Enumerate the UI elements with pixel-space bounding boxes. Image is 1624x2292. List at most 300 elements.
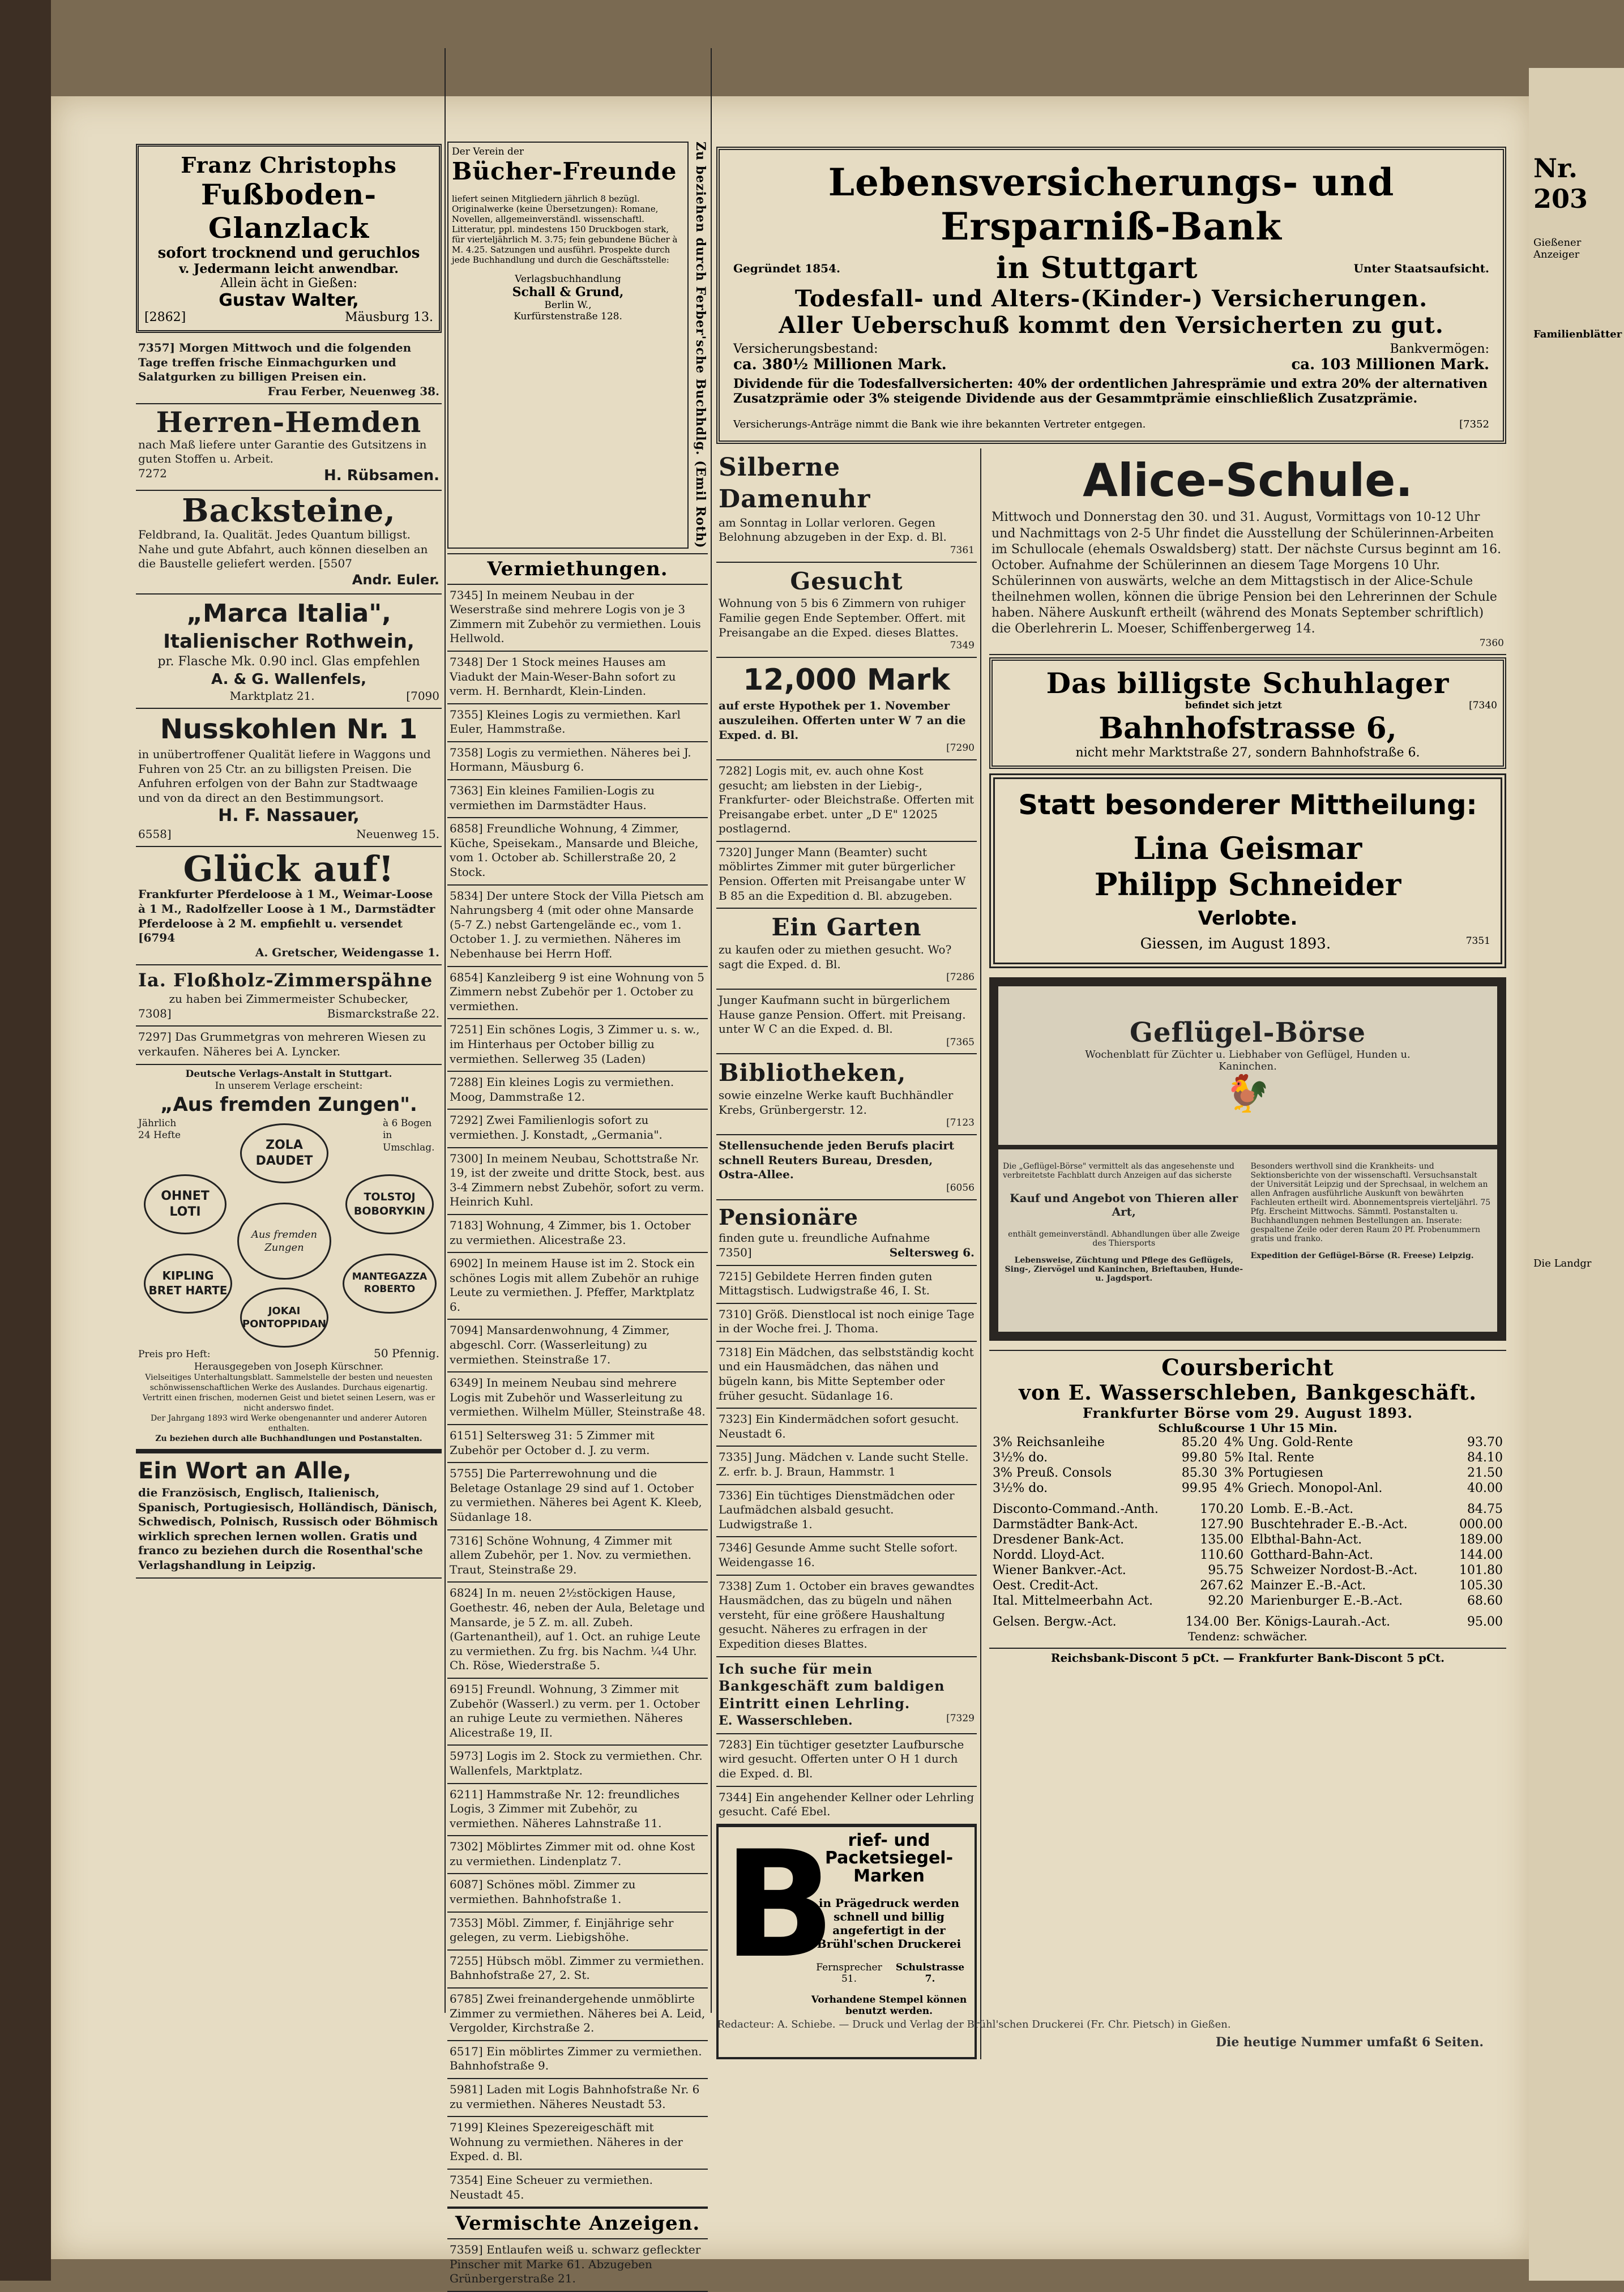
nuss-ad <box>136 709 442 847</box>
quote-value: 105.30 <box>1459 1579 1503 1593</box>
buecher-verein: Der Verein der <box>452 146 524 157</box>
quote-value: 135.00 <box>1200 1533 1244 1547</box>
classified-ad <box>447 2079 708 2117</box>
kurs-row <box>989 1465 1506 1481</box>
ad-text: Wohnung von 5 bis 6 Zimmern von ruhiger Familie gegen Ende September. Offert. mit Preisangabe an die Exped. dieses Blattes. <box>719 596 965 639</box>
kurs-time: Schlußcourse 1 Uhr 15 Min. <box>1158 1421 1337 1435</box>
flossholz-ad <box>136 965 442 1027</box>
buecher-head: Verlagsbuchhandlung <box>515 273 621 285</box>
security-name: 3% Portugiesen <box>1224 1466 1323 1481</box>
ad-number: [7123 <box>946 1117 975 1129</box>
kurs-table <box>989 1502 1506 1609</box>
classified-ad <box>447 1425 708 1463</box>
col3-right <box>989 448 1506 2059</box>
verlobt-text: Verlobte. <box>1198 907 1298 930</box>
alice-ad <box>989 448 1506 655</box>
ad-text: 7345] In meinem Neubau in der Weserstraße sind mehrere Logis von je 3 Zimmern mit Zubehör zu vermiethen. Louis Hellwold. <box>450 588 701 645</box>
christoph-ad <box>136 144 442 333</box>
verlag-bezug: Zu beziehen durch alle Buchhandlungen und Postanstalten. <box>155 1434 422 1443</box>
next-page-number: Nr. 203 <box>1533 153 1588 214</box>
quote-value: 110.60 <box>1200 1548 1244 1563</box>
classified-ad <box>447 1583 708 1679</box>
security-name: Schweizer Nordost-B.-Act. <box>1250 1563 1418 1578</box>
verlag-right: à 6 Bogen in Umschlag. <box>383 1117 435 1154</box>
imprint: Redacteur: A. Schiebe. — Druck und Verlag der Brühl'schen Druckerei (Fr. Chr. Pietsch) in Gießen. <box>717 2019 1231 2030</box>
ad-number: [7365 <box>946 1036 975 1048</box>
security-name: Nordd. Lloyd-Act. <box>993 1548 1105 1563</box>
verlobt-head: Statt besonderer Mittheilung: <box>1018 789 1477 822</box>
quote-value: 127.90 <box>1200 1517 1244 1532</box>
author-medallion: OHNET LOTI <box>144 1174 226 1234</box>
author-medallion: Aus fremden Zungen <box>237 1203 331 1280</box>
page-footer <box>464 2019 1484 2050</box>
flossholz-addr: Bismarckstraße 22. <box>327 1006 439 1020</box>
security-name: 4% Ung. Gold-Rente <box>1224 1435 1353 1450</box>
security-name: Buschtehrader E.-B.-Act. <box>1250 1517 1408 1532</box>
security-name: Elbthal-Bahn-Act. <box>1250 1533 1362 1547</box>
kurs-row <box>989 1578 1506 1593</box>
kurs-tendenz: Tendenz: schwächer. <box>1188 1630 1307 1644</box>
marca-title: „Marca Italia", <box>186 598 391 628</box>
next-page-text: Gießener Anzeiger <box>1533 237 1582 260</box>
buecher-addr: Kurfürstenstraße 128. <box>514 311 622 322</box>
ad-text: 7297] Das Grummetgras von mehreren Wiesen zu verkaufen. Näheres bei A. Lyncker. <box>138 1030 426 1059</box>
bank-bv-value: ca. 103 Millionen Mark. <box>1291 356 1489 373</box>
ad-text: 7348] Der 1 Stock meines Hauses am Viadukt der Main-Weser-Bahn sofort zu verm. H. Bernhardt, Klein-Linden. <box>450 655 676 698</box>
classified-ad <box>716 1485 977 1538</box>
ad-signature: H. Rübsamen. <box>324 467 439 485</box>
classified-ad <box>447 1530 708 1583</box>
quote-value: 21.50 <box>1467 1466 1503 1481</box>
kurs-row <box>989 1435 1506 1450</box>
quote-value: 85.30 <box>1181 1466 1217 1481</box>
verlag-desc: Vielseitiges Unterhaltungsblatt. Sammelstelle der besten und neuesten schönwissenschaftlichen Werke des Auslandes. Durchaus eigenartig. Vertritt einen frischen, modernen Geist und bietet seinen Lesern, was er nicht anderswo findet. <box>142 1373 435 1413</box>
ad-number: [7340 <box>1469 700 1497 712</box>
column-3 <box>716 144 1506 2059</box>
security-name: Dresdener Bank-Act. <box>993 1533 1125 1547</box>
classified-ad <box>716 1537 977 1575</box>
pens-title: Pensionäre <box>719 1204 858 1230</box>
classified-ad <box>716 1342 977 1409</box>
classified-ad <box>447 1836 708 1874</box>
christoph-title2: Fußboden-Glanzlack <box>200 178 377 245</box>
column-rule <box>711 48 712 2013</box>
ad-text: zu kaufen oder zu miethen gesucht. Wo? sagt die Exped. d. Bl. <box>719 943 952 971</box>
ad-text: 7255] Hübsch möbl. Zimmer zu vermiethen. Bahnhofstraße 27, 2. St. <box>450 1953 704 1982</box>
ad-signature: A. Gretscher, Weidengasse 1. <box>255 945 439 959</box>
buecher-box <box>447 142 689 549</box>
backsteine-title: Backsteine, <box>182 492 396 530</box>
ad-number: [6056 <box>946 1182 975 1194</box>
schuhlager-ad <box>989 657 1506 769</box>
ad-text: Ich suche für mein Bankgeschäft zum baldigen Eintritt einen Lehrling. <box>719 1660 945 1712</box>
brief-phone: Fernsprecher 51. <box>816 1962 882 1985</box>
kurs-row <box>989 1481 1506 1496</box>
ad-signature: E. Wasserschleben. <box>719 1713 853 1728</box>
kurs-row <box>989 1532 1506 1547</box>
christoph-seller: Gustav Walter, <box>219 290 359 310</box>
kurs-row <box>989 1563 1506 1578</box>
ad-text: die Französisch, Englisch, Italienisch, Spanisch, Portugiesisch, Holländisch, Dänisch, Schwedisch, Polnisch, Russisch oder Böhmisch wirklich sprechen lernen wollen. Gratis und franco zu beziehen durch die Rosenthal'sche Verlagshandlung in Leipzig. <box>138 1485 438 1572</box>
ad-text: Stellensuchende jeden Berufs placirt schnell Reuters Bureau, Dresden, Ostra-Allee. <box>719 1139 955 1182</box>
ad-text: 5981] Laden mit Logis Bahnhofstraße Nr. 6 zu vermiethen. Näheres Neustadt 53. <box>450 2083 700 2111</box>
glueck-title: Glück auf! <box>183 848 395 890</box>
security-name: Oest. Credit-Act. <box>993 1579 1099 1593</box>
verlag-left: Jährlich 24 Hefte <box>138 1117 181 1141</box>
classified-ad <box>447 585 708 652</box>
ferber-ad <box>136 337 442 404</box>
ad-signature: H. F. Nassauer, <box>218 806 360 826</box>
classified-ad <box>447 1463 708 1530</box>
nuss-addr: Neuenweg 15. <box>356 827 439 841</box>
column-2 <box>447 142 708 2292</box>
security-name: 4% Griech. Monopol-Anl. <box>1224 1481 1383 1496</box>
gefluegel-exp: Expedition der Geflügel-Börse (R. Freese) Leipzig. <box>1250 1251 1474 1261</box>
classified-ad <box>447 1951 708 1989</box>
stellen-list <box>716 1266 977 1657</box>
bank-vb-value: ca. 380½ Millionen Mark. <box>733 356 947 373</box>
security-name: Wiener Bankver.-Act. <box>993 1563 1126 1578</box>
security-name: 3% Preuß. Consols <box>993 1466 1112 1481</box>
christoph-title1: Franz Christophs <box>181 152 397 178</box>
logis-ad <box>716 760 977 842</box>
kurs-firm: von E. Wasserschleben, Bankgeschäft. <box>1019 1381 1477 1405</box>
verlag-ad <box>136 1065 442 1450</box>
security-name: 3½% do. <box>993 1451 1048 1465</box>
ad-text: 7323] Ein Kindermädchen sofort gesucht. Neustadt 6. <box>719 1412 959 1440</box>
christoph-desc: sofort trocknend und geruchlos <box>157 245 420 262</box>
stellen-list-2 <box>716 1734 977 1825</box>
ad-text: 6915] Freundl. Wohnung, 3 Zimmer mit Zubehör (Wasserl.) zu verm. per 1. October an ruhige Leute zu vermiethen. Näheres Alicestraße 19, II. <box>450 1682 700 1739</box>
verlag-head: Deutsche Verlags-Anstalt in Stuttgart. <box>185 1068 392 1080</box>
hemden-title: Herren-Hemden <box>156 405 422 439</box>
classified-ad <box>447 704 708 742</box>
quote-value: 92.20 <box>1208 1594 1244 1609</box>
security-name: 3½% do. <box>993 1481 1048 1496</box>
col3-left <box>716 448 981 2059</box>
ad-text: 6087] Schönes möbl. Zimmer zu vermiethen. Bahnhofstraße 1. <box>450 1878 636 1906</box>
pens-ad <box>716 1200 977 1266</box>
quote-value: 99.95 <box>1181 1481 1217 1496</box>
brief-addr: Schulstrasse 7. <box>895 1962 965 1985</box>
kurs-row <box>989 1614 1506 1630</box>
ad-text: 6211] Hammstraße Nr. 12: freundliches Logis, 3 Zimmer mit Zubehör, zu vermiethen. Näheres Lahnstraße 11. <box>450 1787 680 1830</box>
ad-text: 7358] Logis zu vermiethen. Näheres bei J. Hormann, Mäusburg 6. <box>450 745 691 774</box>
ad-number: [7352 <box>1459 418 1489 430</box>
kurs-title: Coursbericht <box>1161 1354 1334 1382</box>
ad-text: 7310] Größ. Dienstlocal ist noch einige Tage in der Woche frei. J. Thoma. <box>719 1307 975 1336</box>
ad-text: 6517] Ein möblirtes Zimmer zu vermiethen. Bahnhofstraße 9. <box>450 2044 702 2073</box>
page-count: Die heutige Nummer umfaßt 6 Seiten. <box>1215 2035 1484 2050</box>
ad-number: [7090 <box>406 689 439 703</box>
gefluegel-list: Lebensweise, Züchtung und Pflege des Geflügels, Sing-, Ziervögel und Kaninchen, Brieftauben, Hunde- u. Jagdsport. <box>1005 1256 1243 1284</box>
schul-title: Das billigste Schuhlager <box>1046 666 1450 700</box>
marca-price: pr. Flasche Mk. 0.90 incl. Glas empfehlen <box>157 655 420 669</box>
classified-ad <box>447 742 708 780</box>
ad-text: auf erste Hypothek per 1. November auszuleihen. Offerten unter W 7 an die Exped. d. Bl. <box>719 699 966 742</box>
uhr-title: Silberne Damenuhr <box>719 453 871 514</box>
ad-text: 6854] Kanzleiberg 9 ist eine Wohnung von 5 Zimmern nebst Zubehör per 1. October zu vermiethen. <box>450 970 704 1013</box>
ad-text: 7363] Ein kleines Familien-Logis zu vermiethen im Darmstädter Haus. <box>450 784 655 812</box>
kurs-row <box>989 1502 1506 1517</box>
ad-text: 6858] Freundliche Wohnung, 4 Zimmer, Küche, Speisekam., Mansarde und Bleiche, vom 1. October ab. Schillerstraße 20, 2 Stock. <box>450 822 699 879</box>
classified-ad <box>447 1372 708 1425</box>
security-name: Mainzer E.-B.-Act. <box>1250 1579 1366 1593</box>
ad-number: [2862] <box>144 310 186 324</box>
pens-addr: Seltersweg 6. <box>889 1245 975 1259</box>
ad-text: 7292] Zwei Familienlogis sofort zu vermiethen. J. Konstadt, „Germania". <box>450 1113 663 1141</box>
ad-text: 7359] Entlaufen weiß u. schwarz gefleckter Pinscher mit Marke 61. Abzugeben Grünbergerstraße 21. <box>450 2243 701 2286</box>
security-name: Lomb. E.-B.-Act. <box>1250 1502 1354 1517</box>
quote-value: 144.00 <box>1459 1548 1503 1563</box>
bank-state: Unter Staatsaufsicht. <box>1353 261 1489 275</box>
author-medallion: KIPLING BRET HARTE <box>144 1254 232 1314</box>
next-page-strip <box>1529 68 1624 2281</box>
ad-text: 7282] Logis mit, ev. auch ohne Kost gesucht; am liebsten in der Liebig-, Frankfurter- oder Bleichstraße. Offerten mit Preisangabe erbet. unter „D E" 12025 postlagernd. <box>719 763 974 836</box>
marca-sub: Italienischer Rothwein, <box>163 630 414 653</box>
verlag-price-label: Preis pro Heft: <box>138 1348 211 1360</box>
bank-slogan: Aller Ueberschuß kommt den Versicherten zu gut. <box>779 312 1444 339</box>
security-name: Ital. Mittelmeerbahn Act. <box>993 1594 1153 1609</box>
ad-text: in unübertroffener Qualität liefere in Waggons und Fuhren von 25 Ctr. an zu billigsten Preisen. Die Anfuhren erfolgen von der Bahn zur Stadtwaage und von da direct an den Bestimmungsort. <box>138 747 431 805</box>
quote-value: 101.80 <box>1459 1563 1503 1578</box>
classified-ad <box>447 1072 708 1110</box>
ad-number: 7361 <box>950 544 975 556</box>
classified-ad <box>447 1148 708 1215</box>
brief-initial: B <box>723 1819 836 1991</box>
gefluegel-sub: Wochenblatt für Züchter u. Liebhaber von Geflügel, Hunden u. Kaninchen. <box>1085 1048 1411 1072</box>
classified-ad <box>716 1266 977 1304</box>
gesucht-title: Gesucht <box>790 567 903 595</box>
gefluegel-kauf: Kauf und Angebot von Thieren aller Art, <box>1010 1191 1238 1219</box>
gesucht-ad <box>716 563 977 658</box>
classified-ad <box>447 1253 708 1320</box>
gefluegel-title: Geflügel-Börse <box>1129 1016 1366 1049</box>
stellen-ad <box>716 1135 977 1200</box>
ad-text: 7335] Jung. Mädchen v. Lande sucht Stelle. Z. erfr. b. J. Braun, Hammstr. 1 <box>719 1450 969 1479</box>
garten-title: Ein Garten <box>771 913 922 942</box>
ad-number: 7272 <box>138 467 167 481</box>
christoph-sold: Allein ächt in Gießen: <box>220 276 357 290</box>
buecher-firm: Schall & Grund, <box>512 285 624 300</box>
security-name: Ber. Königs-Laurah.-Act. <box>1236 1615 1391 1630</box>
buecher-text: liefert seinen Mitgliedern jährlich 8 bezügl. Originalwerke (keine Übersetzungen): Romane, Novellen, allgemeinverständl. wissenschaftl. Litteratur, ppl. mindestens 150 Druckbogen stark, für vierteljährlich M. 3.75; fein gebundene Bücher à M. 4.25. Satzungen und ausführl. Prospekte durch jede Buchhandlung und durch die Geschäftsstelle: <box>452 194 678 265</box>
security-name: 5% Ital. Rente <box>1224 1451 1314 1465</box>
classified-ad <box>447 652 708 704</box>
classified-ad <box>447 1913 708 1951</box>
classified-ad <box>447 780 708 818</box>
ad-text: 7288] Ein kleines Logis zu vermiethen. Moog, Dammstraße 12. <box>450 1075 674 1104</box>
bank-vb-label: Versicherungsbestand: <box>733 342 878 356</box>
ad-number: 6558] <box>138 827 172 841</box>
quote-value: 189.00 <box>1459 1533 1503 1547</box>
bank-city: in Stuttgart <box>995 251 1198 285</box>
ad-text: am Sonntag in Lollar verloren. Gegen Belohnung abzugeben in der Exp. d. Bl. <box>719 515 947 544</box>
quote-value: 84.75 <box>1467 1502 1503 1517</box>
classified-ad <box>447 818 708 885</box>
kurs-table <box>989 1435 1506 1496</box>
ad-text: nach Maß liefere unter Garantie des Gutsitzens in guten Stoffen u. Arbeit. <box>138 437 427 466</box>
hemden-ad <box>136 404 442 491</box>
brief-text: in Prägedruck werden schnell und billig angefertigt in der Brühl'schen Druckerei <box>817 1896 961 1951</box>
biblio-title: Bibliotheken, <box>719 1059 907 1087</box>
classified-ad <box>447 2117 708 2170</box>
classified-ad <box>447 967 708 1020</box>
ad-text: Junger Kaufmann sucht in bürgerlichem Hause ganze Pension. Offert. mit Preisang. unter W C an die Exped. d. Bl. <box>719 993 966 1036</box>
quote-value: 95.00 <box>1467 1615 1503 1630</box>
schul-sub: befindet sich jetzt <box>1185 700 1282 712</box>
quote-value: 68.60 <box>1467 1594 1503 1609</box>
kurs-table <box>989 1614 1506 1630</box>
quote-value: 84.10 <box>1467 1451 1503 1465</box>
classified-ad <box>447 886 708 967</box>
ad-text: 7094] Mansardenwohnung, 4 Zimmer, abgeschl. Corr. (Wasserleitung) zu vermiethen. Steinstraße 17. <box>450 1323 670 1366</box>
classified-ad <box>447 1215 708 1253</box>
author-medallion: TOLSTOJ BOBORYKIN <box>345 1174 434 1234</box>
ad-text: Frankfurter Pferdeloose à 1 M., Weimar-Loose à 1 M., Radolfzeller Loose à 1 M., Darmstädter Pferdeloose à 2 M. empfiehlt u. versendet [6794 <box>138 887 435 945</box>
vermiethungen-list <box>447 585 708 2208</box>
classified-ad <box>716 1734 977 1787</box>
marca-ad <box>136 595 442 709</box>
coursbericht <box>989 1350 1506 1665</box>
ad-text: 7344] Ein angehender Kellner oder Lehrling gesucht. Café Ebel. <box>719 1790 975 1819</box>
next-page-text: Die Landgr <box>1533 1258 1592 1269</box>
nuss-title: Nusskohlen Nr. 1 <box>160 713 418 746</box>
wort-ad <box>136 1450 442 1579</box>
bank-founded: Gegründet 1854. <box>733 261 840 275</box>
gefluegel-right: Besonders werthvoll sind die Krankheits- und Sektionsberichte von der wissenschaftl. Versuchsanstalt der Universität Leipzig und der Sprechsaal, in welchem an allen Anfragen ausführliche Auskunft von bewährten Fachleuten ertheilt wird. Abonnementspreis vierteljährl. 75 Pfg. Erscheint Mittwochs. Sämmtl. Postanstalten u. Buchhandlungen nehmen Bestellungen an. Inserate: gespaltene Zeile oder deren Raum 20 Pf. Probenummern gratis und franko. <box>1250 1162 1491 1244</box>
classified-ad <box>447 1019 708 1072</box>
next-page-text: Familienblätter <box>1533 328 1622 340</box>
ad-text: 7251] Ein schönes Logis, 3 Zimmer u. s. w., im Hinterhaus per October billig zu vermiethen. Sellerweg 35 (Laden) <box>450 1023 700 1066</box>
ad-number: [7286 <box>946 972 975 983</box>
verlobt-place: Giessen, im August 1893. <box>1140 935 1331 953</box>
bank-bv-label: Bankvermögen: <box>1390 342 1489 356</box>
ad-number: 7351 <box>1465 935 1490 947</box>
vermischte-heading: Vermischte Anzeigen. <box>447 2208 708 2239</box>
gefluegel-left: Die „Geflügel-Börse" vermittelt als das angesehenste und verbreitetste Fachblatt durch Anzeigen auf das sicherste <box>1003 1162 1234 1181</box>
buecher-ad <box>447 142 708 554</box>
ad-text: 5755] Die Parterrewohnung und die Beletage Ostanlage 29 sind auf 1. October zu vermiethen. Näheres bei Agent K. Kleeb, Südanlage 18. <box>450 1466 702 1524</box>
ad-text: 7316] Schöne Wohnung, 4 Zimmer mit allem Zubehör, per 1. Nov. zu vermiethen. Traut, Steinstraße 29. <box>450 1533 692 1576</box>
verlobt-name: Lina Geismar <box>1133 830 1362 867</box>
bank-title: Lebensversicherungs- und Ersparniß-Bank <box>828 160 1395 249</box>
bank-antraege: Versicherungs-Anträge nimmt die Bank wie ihre bekannten Vertreter entgegen. <box>733 418 1146 430</box>
quote-value: 134.00 <box>1185 1615 1229 1630</box>
kurs-row <box>989 1593 1506 1609</box>
rooster-icon: 🐓 <box>1225 1072 1271 1115</box>
security-name: Gelsen. Bergw.-Act. <box>993 1615 1117 1630</box>
verlag-jahrgang: Der Jahrgang 1893 wird Werke obengenannter und anderer Autoren enthalten. <box>151 1414 427 1433</box>
ad-text: 6824] In m. neuen 2½stöckigen Hause, Goethestr. 46, neben der Aula, Beletage und Mansarde, je 5 Z. m. all. Zubeh. (Gartenantheil), auf 1. Oct. an ruhige Leute zu vermiethen. Zu frg. bis Nachm. ¼4 Uhr. Ch. Röse, Wiederstraße 5. <box>450 1586 705 1673</box>
classified-ad <box>447 1679 708 1746</box>
gefluegel-ad <box>989 977 1506 1341</box>
ad-text: 7300] In meinem Neubau, Schottstraße Nr. 19, ist der zweite und dritte Stock, best. aus 3-4 Zimmern nebst Zubehör, sofort zu verm. Heinrich Kuhl. <box>450 1151 705 1209</box>
verlag-editor: Herausgegeben von Joseph Kürschner. <box>194 1361 384 1372</box>
ad-text: 6151] Seltersweg 31: 5 Zimmer mit Zubehör per October d. J. zu verm. <box>450 1429 655 1457</box>
verlag-price: 50 Pfennig. <box>374 1346 439 1361</box>
kurs-row <box>989 1517 1506 1532</box>
quote-value: 99.80 <box>1181 1451 1217 1465</box>
ad-text: zu haben bei Zimmermeister Schubecker, <box>169 992 409 1006</box>
christoph-addr: Mäusburg 13. <box>345 310 433 324</box>
verlag-title: „Aus fremden Zungen". <box>160 1093 417 1117</box>
ad-signature: Frau Ferber, Neuenweg 38. <box>267 384 439 398</box>
mark-ad <box>716 658 977 760</box>
kurs-discont: Reichsbank-Discont 5 pCt. — Frankfurter Bank-Discont 5 pCt. <box>989 1648 1506 1665</box>
classified-ad <box>447 1746 708 1784</box>
ad-text: 7199] Kleines Spezereigeschäft mit Wohnung zu vermiethen. Näheres in der Exped. d. Bl. <box>450 2120 683 2163</box>
book-spine <box>0 0 51 2281</box>
ad-text: Feldbrand, Ia. Qualität. Jedes Quantum billigst. Nahe und gute Abfahrt, auch können dieselben an die Baustelle geliefert werden. [5507 <box>138 528 428 571</box>
alice-title: Alice-Schule. <box>1083 454 1413 507</box>
glueck-ad <box>136 847 442 965</box>
kurs-row <box>989 1547 1506 1563</box>
column-1 <box>136 142 442 1579</box>
security-name: Gotthard-Bahn-Act. <box>1250 1548 1374 1563</box>
author-medallion: MANTEGAZZA ROBERTO <box>343 1254 437 1314</box>
ad-text: 5834] Der untere Stock der Villa Pietsch am Nahrungsberg 4 (mit oder ohne Mansarde (5-7 Z.) nebst Gartengelände ec., vom 1. October 1. J. zu vermiethen. Näheres im Nebenhause bei Herrn Hoff. <box>450 888 704 960</box>
classified-ad <box>716 1304 977 1342</box>
ad-text: 7336] Ein tüchtiges Dienstmädchen oder Laufmädchen alsbald gesucht. Ludwigstraße 1. <box>719 1488 955 1531</box>
kurs-row <box>989 1450 1506 1465</box>
quote-value: 93.70 <box>1467 1435 1503 1450</box>
ad-text: 7215] Gebildete Herren finden guten Mittagstisch. Ludwigstraße 46, I. St. <box>719 1269 933 1298</box>
kaufmann-ad <box>716 990 977 1055</box>
ad-text: 7355] Kleines Logis zu vermiethen. Karl Euler, Hammstraße. <box>450 707 681 736</box>
buecher-title: Bücher-Freunde <box>452 157 677 185</box>
classified-ad <box>447 1784 708 1837</box>
brief-stempel: Vorhandene Stempel können benutzt werden. <box>811 1994 967 2017</box>
ad-text: 7346] Gesunde Amme sucht Stelle sofort. Weidengasse 16. <box>719 1541 958 1570</box>
quote-value: 000.00 <box>1459 1517 1503 1532</box>
vermiethungen-heading: Vermiethungen. <box>447 554 708 585</box>
biblio-ad <box>716 1054 977 1135</box>
bank-sub: Todesfall- und Alters-(Kinder-) Versicherungen. <box>794 285 1428 312</box>
quote-value: 40.00 <box>1467 1481 1503 1496</box>
ad-text: 6902] In meinem Hause ist im 2. Stock ein schönes Logis mit allem Zubehör an ruhige Leute zu vermiethen. J. Pfeffer, Marktplatz 6. <box>450 1256 699 1314</box>
classified-ad <box>716 1787 977 1825</box>
bank-ad <box>716 147 1506 444</box>
quote-value: 95.75 <box>1208 1563 1244 1578</box>
verlobung-ad <box>989 773 1506 968</box>
quote-value: 267.62 <box>1200 1579 1244 1593</box>
grummet-ad <box>136 1027 442 1064</box>
quote-value: 85.20 <box>1181 1435 1217 1450</box>
ad-text: 7353] Möbl. Zimmer, f. Einjährige sehr gelegen, zu verm. Liebigshöhe. <box>450 1915 674 1944</box>
christoph-use: v. Jedermann leicht anwendbar. <box>179 262 399 276</box>
column-rule <box>445 48 446 2013</box>
ad-text: 7183] Wohnung, 4 Zimmer, bis 1. October zu vermiethen. Alicestraße 23. <box>450 1218 691 1247</box>
backsteine-ad <box>136 491 442 594</box>
schul-note: nicht mehr Marktstraße 27, sondern Bahnhofstraße 6. <box>1075 746 1420 760</box>
bankgesch-ad <box>716 1657 977 1734</box>
flossholz-title: Ia. Floßholz-Zimmerspähne <box>138 969 433 991</box>
beamter-ad <box>716 842 977 909</box>
ad-text: 7283] Ein tüchtiger gesetzter Laufbursche wird gesucht. Offerten unter O H 1 durch die Exped. d. Bl. <box>719 1737 964 1781</box>
ad-number: 7308] <box>138 1006 172 1020</box>
ad-text: 7357] Morgen Mittwoch und die folgenden Tage treffen frische Einmachgurken und Salatgurken zu billigen Preisen ein. <box>138 341 412 384</box>
ad-text: 7320] Junger Mann (Beamter) sucht möblirtes Zimmer mit guter bürgerlicher Pension. Offerten mit Preisangabe unter W B 85 an die Expedition d. Bl. abzugeben. <box>719 845 966 903</box>
ad-text: 5973] Logis im 2. Stock zu vermiethen. Chr. Wallenfels, Marktplatz. <box>450 1749 703 1777</box>
classified-ad <box>716 1576 977 1657</box>
garten-ad <box>716 909 977 990</box>
classified-ad <box>447 1110 708 1148</box>
ad-text: 7338] Zum 1. October ein braves gewandtes Hausmädchen, das zu bügeln und nähen versteht, für eine größere Haushaltung gesucht. Näheres zu erfragen in der Expedition dieses Blattes. <box>719 1579 975 1650</box>
ad-number: 7349 <box>950 640 975 652</box>
verlag-sub: In unserem Verlage erscheint: <box>215 1080 363 1092</box>
ad-number: 7360 <box>1479 637 1504 649</box>
